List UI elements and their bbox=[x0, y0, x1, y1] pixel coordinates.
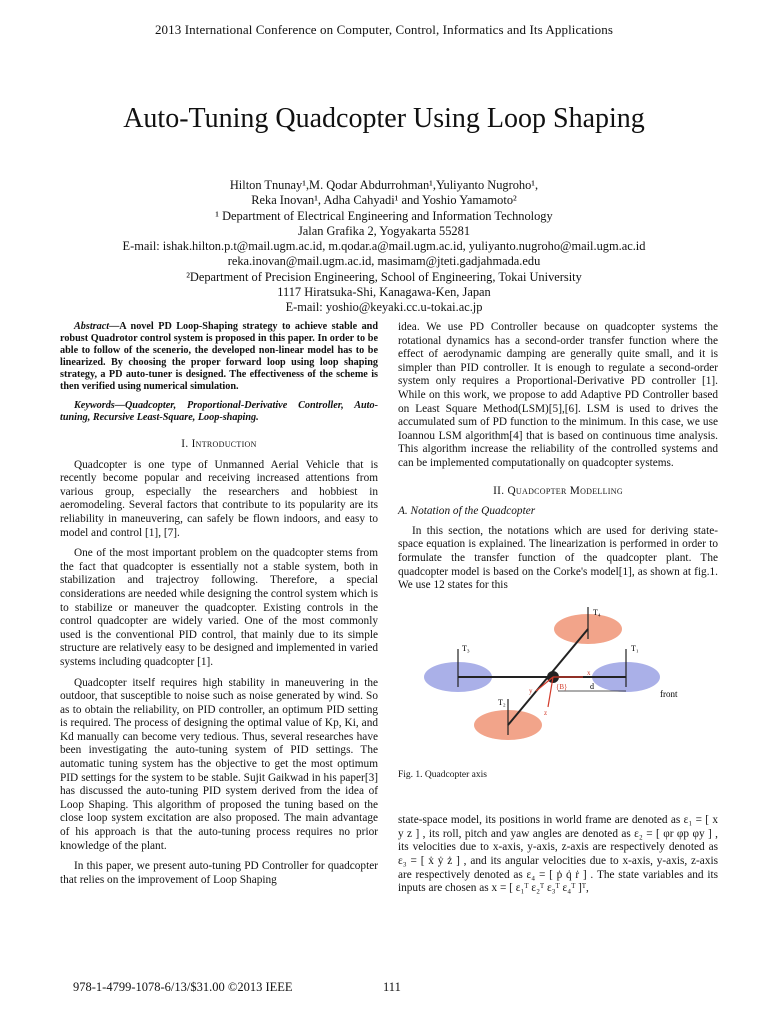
left-column bbox=[60, 321, 378, 887]
svg-text:{B}: {B} bbox=[556, 682, 568, 691]
quadcopter-figure bbox=[398, 607, 718, 757]
email-line: E-mail: yoshio@keyaki.cc.u-tokai.ac.jp bbox=[285, 300, 483, 315]
quadcopter-diagram bbox=[398, 607, 718, 757]
svg-text:T₄: T₄ bbox=[593, 607, 601, 617]
isbn-footer: 978-1-4799-1078-6/13/$31.00 ©2013 IEEE bbox=[73, 980, 293, 994]
page-number: 111 bbox=[383, 980, 401, 994]
affiliation: ²Department of Precision Engineering, School of Engineering, Tokai University bbox=[186, 269, 582, 284]
svg-text:d: d bbox=[590, 681, 594, 691]
paragraph: state-space model, its positions in world frame are denoted as ε₁ = [ x y z ] , its roll, pitch and yaw angles are denoted as ε₂ = [ φr φp φy ] , its velocities due to x-axis, y-axis, z-axis are respectively denoted as ε₃ = [ ẋ ẏ ż ] , and its angular velocities due to x-axis, y-axis, z-axis are respectively denoted as ε₄ = [ ṗ q̇ ṙ ] . The state variables and its inputs are chosen as x = [ ε₁ᵀ ε₂ᵀ ε₃ᵀ ε₄ᵀ ]ᵀ, bbox=[398, 814, 718, 895]
author-line: Reka Inovan¹, Adha Cahyadi¹ and Yoshio Yamamoto² bbox=[251, 193, 517, 208]
paper-title: Auto-Tuning Quadcopter Using Loop Shaping bbox=[123, 103, 645, 134]
svg-text:T₃: T₃ bbox=[462, 643, 470, 653]
keywords: Keywords—Quadcopter, Proportional-Derivative Controller, Auto-tuning, Recursive Least-Square, Loop-shaping. bbox=[60, 400, 378, 423]
paragraph: One of the most important problem on the quadcopter stems from the fact that quadcopter is essentially not a stable system, both in stabilization and trajectroy following. Therefore, a special considerations are needed while designing the control system which is to stabilize or maneuver the quadcopter. Existing controls in the control quadcopter are widely varied. One of the most commonly used is the conventional PID control, that mainly due to its simple structure are relatively easy to be designed and implemented in varied systems including quadcopter [1]. bbox=[60, 547, 378, 668]
author-block bbox=[0, 178, 768, 316]
abstract: Abstract—A novel PD Loop-Shaping strategy to achieve stable and robust Quadrotor control system is proposed in this paper. In order to be able to follow of the scenerio, the developed non-linear model has to be linearized. By choosing the proper forward loop using loop shaping strategy, a PD auto-tuner is designed. The effectiveness of the scheme is then verified using numerical simulation. bbox=[60, 321, 378, 392]
paragraph: In this section, the notations which are used for deriving state-space equation is explained. The linearization is performed in order to formulate the transfer function of the quadcopter plant. The quadcopter model is based on the Corke's model[1], as shown at fig.1. We use 12 states for this bbox=[398, 524, 718, 592]
svg-text:front: front bbox=[660, 688, 678, 699]
section-heading: I. Introduction bbox=[181, 438, 257, 450]
affiliation-address: 1117 Hiratsuka-Shi, Kanagawa-Ken, Japan bbox=[277, 285, 491, 300]
conference-header: 2013 International Conference on Computer, Control, Informatics and Its Applications bbox=[154, 22, 614, 37]
paragraph: Quadcopter itself requires high stability in maneuvering in the outdoor, that susceptible to noise such as noise generated by wind. So as to obtain the reliability, on PID controller, an optimum PID setting is required. The process of designing the optimal value of Kp, Ki, and Kd manually can become very tedious. Thus, several researches have been investigating the auto-tuning system of PID settings. The automatic tuning system has the objective to get the most optimum PID settings for the system to be stable. Sujit Gaikwad in his paper[3] has discussed the auto-tuning PID system derived from the idea of Loop Shaping. This algorithm of proposed the tuning based on the close loop system excitation are also proposed. The main advantage of his approach is that the auto-tuning process requires no prior knowledge of the plant. bbox=[60, 676, 378, 852]
svg-text:z: z bbox=[544, 708, 548, 717]
svg-text:x: x bbox=[587, 668, 591, 677]
author-line: Hilton Tnunay¹,M. Qodar Abdurrohman¹,Yuliyanto Nugroho¹, bbox=[229, 178, 539, 192]
subsection-heading: A. Notation of the Quadcopter bbox=[398, 505, 536, 518]
svg-text:y: y bbox=[529, 686, 533, 695]
email-line: reka.inovan@mail.ugm.ac.id, masimam@jteti.gadjahmada.edu bbox=[227, 254, 541, 269]
svg-text:T₁: T₁ bbox=[631, 643, 639, 653]
figure-caption: Fig. 1. Quadcopter axis bbox=[398, 769, 487, 780]
affiliation: ¹ Department of Electrical Engineering and Information Technology bbox=[215, 208, 553, 223]
email-line: E-mail: ishak.hilton.p.t@mail.ugm.ac.id, m.qodar.a@mail.ugm.ac.id, yuliyanto.nugroho@mail.ugm.ac.id bbox=[122, 239, 646, 254]
paragraph: In this paper, we present auto-tuning PD Controller for quadcopter that relies on the improvement of Loop Shaping bbox=[60, 860, 378, 886]
right-column bbox=[398, 321, 718, 896]
paragraph: Quadcopter is one type of Unmanned Aerial Vehicle that is recently become popular and receiving increased attentions from various group, especially the researchers and hobbiest in aeromodeling. Several factors that contribute to its popularity are its reliability in maneuvering, can safely be flown indoors, and easy to model and control [1], [7]. bbox=[60, 458, 378, 539]
paragraph: idea. We use PD Controller because on quadcopter systems the rotational dynamics has a second-order transfer function where the effect of aerodynamic damping are generally quite small, and it is simpler than PID controller. It is enough to regulate a second-order system only requires a Proportional-Derivative PD controller [1]. While on this work, we propose to add Adaptive PD Controller based on Least Square Method(LSM)[5],[6]. LSM is used to drives the accumulated sum of PD function to the minimum. In this case, we use Ioannou LSM algorithm[4] that is based on continuous time analysis. This algorithm increase the reliability of the controlled systems and can be implemented computationally on quadcopter systems. bbox=[398, 321, 718, 469]
section-heading: II. Quadcopter Modelling bbox=[493, 484, 623, 497]
svg-text:T₂: T₂ bbox=[498, 697, 506, 707]
affiliation-address: Jalan Grafika 2, Yogyakarta 55281 bbox=[297, 223, 471, 238]
